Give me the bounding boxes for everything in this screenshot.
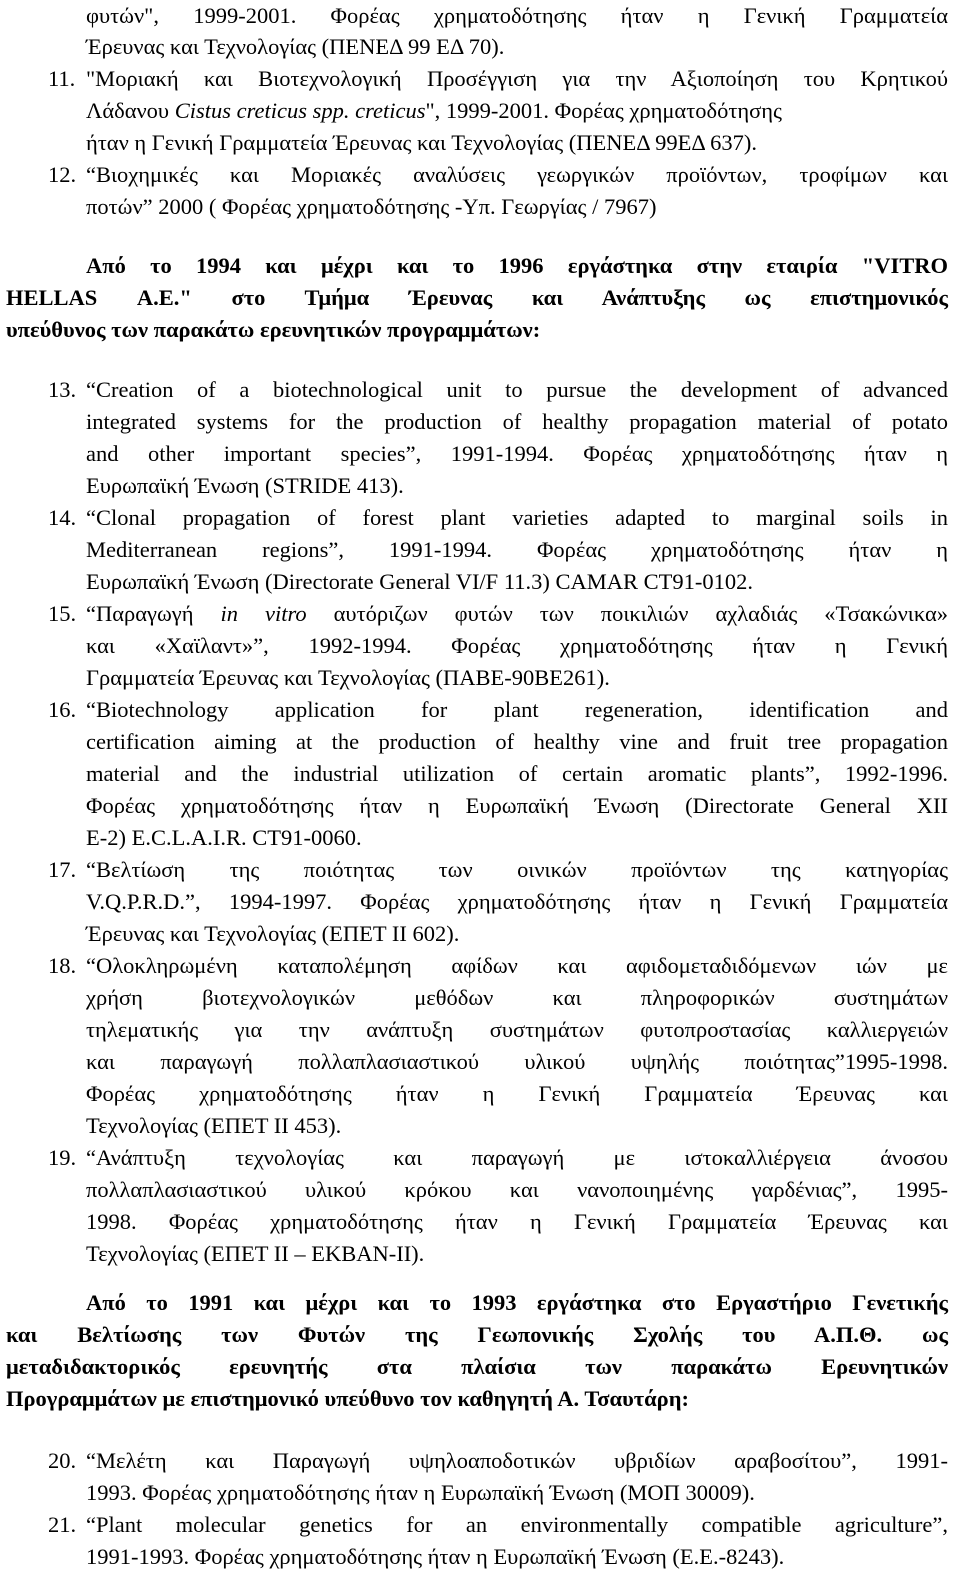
text-line: και «Χαϊλαντ»”, 1992-1994. Φορέας χρηματοδότησης ήταν η Γενική — [86, 633, 948, 658]
text-line: Mediterranean regions”, 1991-1994. Φορέας χρηματοδότησης ήταν η — [86, 537, 948, 562]
item-number: 17. — [48, 857, 77, 882]
heading-line: υπεύθυνος των παρακάτω ερευνητικών προγραμμάτων: — [6, 317, 541, 342]
text-line: Γραμματεία Έρευνας και Τεχνολογίας (ΠΑΒΕ-90ΒΕ261). — [86, 665, 610, 690]
item-number: 21. — [48, 1512, 77, 1537]
text-line: “Biotechnology application for plant regeneration, identification and — [86, 697, 948, 722]
italic-term: in vitro — [220, 601, 307, 626]
item-number: 14. — [48, 505, 77, 530]
text-line: τηλεματικής για την ανάπτυξη συστημάτων φυτοπροστασίας καλλιεργειών — [86, 1017, 948, 1042]
text-line: φυτών", 1999-2001. Φορέας χρηματοδότησης ήταν η Γενική Γραμματεία — [86, 3, 948, 28]
text-line: χρήση βιοτεχνολογικών μεθόδων και πληροφορικών συστημάτων — [86, 985, 948, 1010]
text-line: “Ολοκληρωμένη καταπολέμηση αφίδων και αφιδομεταδιδόμενων ιών με — [86, 953, 948, 978]
text-line: “Ανάπτυξη τεχνολογίας και παραγωγή με ιστοκαλλιέργεια άνοσου — [86, 1145, 948, 1170]
text-line: "Μοριακή και Βιοτεχνολογική Προσέγγιση για την Αξιοποίηση του Κρητικού — [86, 66, 948, 91]
heading-line: Από το 1994 και μέχρι και το 1996 εργάστηκα στην εταιρία "VITRO — [86, 253, 948, 278]
text-span: ", 1999-2001. Φορέας χρηματοδότησης — [425, 98, 782, 123]
text-line: ήταν η Γενική Γραμματεία Έρευνας και Τεχνολογίας (ΠΕΝΕΔ 99ΕΔ 637). — [86, 130, 758, 155]
item-number: 16. — [48, 697, 77, 722]
text-line: και παραγωγή πολλαπλασιαστικού υλικού υψηλής ποιότητας”1995-1998. — [86, 1049, 948, 1074]
text-line: E-2) E.C.L.A.I.R. CT91-0060. — [86, 825, 362, 850]
item-number: 19. — [48, 1145, 77, 1170]
text-line: Φορέας χρηματοδότησης ήταν η Ευρωπαϊκή Ένωση (Directorate General XII — [86, 793, 948, 818]
species-name: Cistus creticus spp. creticus — [174, 98, 426, 123]
text-line — [86, 598, 948, 630]
text-line: Έρευνας και Τεχνολογίας (ΠΕΝΕΔ 99 ΕΔ 70). — [86, 34, 505, 59]
text-line: “Creation of a biotechnological unit to pursue the development of advanced — [86, 377, 948, 402]
heading-line: Από το 1991 και μέχρι και το 1993 εργάστηκα στο Εργαστήριο Γενετικής — [86, 1290, 948, 1315]
text-line: V.Q.P.R.D.”, 1994-1997. Φορέας χρηματοδότησης ήταν η Γενική Γραμματεία — [86, 889, 948, 914]
heading-line: HELLAS Α.Ε." στο Τμήμα Έρευνας και Ανάπτυξης ως επιστημονικός — [6, 285, 948, 310]
item-number: 20. — [48, 1448, 77, 1473]
item-number: 15. — [48, 601, 77, 626]
text-line: Ευρωπαϊκή Ένωση (Directorate General VI/F 11.3) CAMAR CT91-0102. — [86, 569, 753, 594]
item-number: 11. — [48, 66, 76, 91]
text-line: 1993. Φορέας χρηματοδότησης ήταν η Ευρωπαϊκή Ένωση (ΜΟΠ 30009). — [86, 1480, 755, 1505]
text-line: 1998. Φορέας χρηματοδότησης ήταν η Γενική Γραμματεία Έρευνας και — [86, 1209, 948, 1234]
text-line: material and the industrial utilization of certain aromatic plants”, 1992-1996. — [86, 761, 948, 786]
item-number: 18. — [48, 953, 77, 978]
text-line: 1991-1993. Φορέας χρηματοδότησης ήταν η Ευρωπαϊκή Ένωση (Ε.Ε.-8243). — [86, 1544, 785, 1569]
text-line — [86, 95, 782, 127]
text-line: integrated systems for the production of healthy propagation material of potato — [86, 409, 948, 434]
text-line: “Βελτίωση της ποιότητας των οινικών προϊόντων της κατηγορίας — [86, 857, 948, 882]
text-line: πολλαπλασιαστικού υλικού κρόκου και νανοποιημένης γαρδένιας”, 1995- — [86, 1177, 948, 1202]
item-number: 12. — [48, 162, 77, 187]
text-span: αυτόριζων φυτών των ποικιλιών αχλαδιάς «Τσακώνικα» — [306, 601, 948, 626]
text-line: Ευρωπαϊκή Ένωση (STRIDE 413). — [86, 473, 404, 498]
text-line: ποτών” 2000 ( Φορέας χρηματοδότησης -Υπ. Γεωργίας / 7967) — [86, 194, 657, 219]
heading-line: και Βελτίωσης των Φυτών της Γεωπονικής Σχολής του Α.Π.Θ. ως — [6, 1322, 948, 1347]
text-line: and other important species”, 1991-1994. Φορέας χρηματοδότησης ήταν η — [86, 441, 948, 466]
text-line: “Clonal propagation of forest plant varieties adapted to marginal soils in — [86, 505, 948, 530]
text-line: “Βιοχημικές και Μοριακές αναλύσεις γεωργικών προϊόντων, τροφίμων και — [86, 162, 948, 187]
text-line: Φορέας χρηματοδότησης ήταν η Γενική Γραμματεία Έρευνας και — [86, 1081, 948, 1106]
heading-line: Προγραμμάτων με επιστημονικό υπεύθυνο τον καθηγητή Α. Τσαυτάρη: — [6, 1386, 689, 1411]
heading-line: μεταδιδακτορικός ερευνητής στα πλαίσια των παρακάτω Ερευνητικών — [6, 1354, 948, 1379]
text-span: Λάδανου — [86, 98, 175, 123]
text-line: Τεχνολογίας (ΕΠΕΤ ΙΙ – ΕΚΒΑΝ-ΙΙ). — [86, 1241, 425, 1266]
text-line: certification aiming at the production of healthy vine and fruit tree propagation — [86, 729, 948, 754]
item-number: 13. — [48, 377, 77, 402]
text-line: Τεχνολογίας (ΕΠΕΤ ΙΙ 453). — [86, 1113, 342, 1138]
text-span: “Παραγωγή — [86, 601, 221, 626]
text-line: “Μελέτη και Παραγωγή υψηλοαποδοτικών υβριδίων αραβοσίτου”, 1991- — [86, 1448, 948, 1473]
text-line: “Plant molecular genetics for an environmentally compatible agriculture”, — [86, 1512, 948, 1537]
text-line: Έρευνας και Τεχνολογίας (ΕΠΕΤ ΙΙ 602). — [86, 921, 460, 946]
